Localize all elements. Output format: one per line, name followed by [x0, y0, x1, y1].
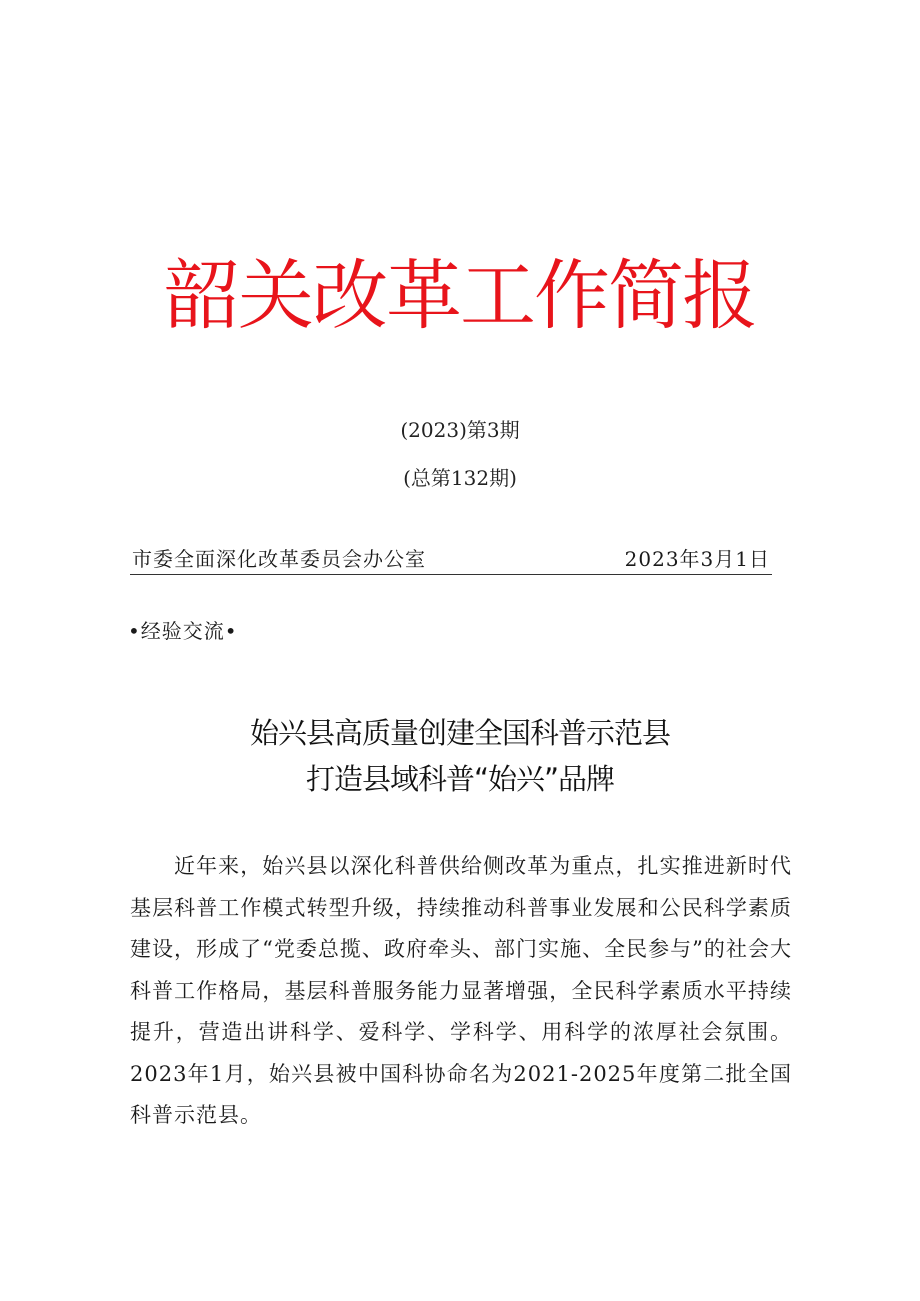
article-paragraph: 近年来，始兴县以深化科普供给侧改革为重点，扎实推进新时代基层科普工作模式转型升级，持续推动科普事业发展和公民科学素质建设，形成了“党委总揽、政府牵头、部门实施、全民参与”的社会大科普工作格局，基层科普服务能力显著增强，全民科学素质水平持续提升，营造出讲科学、爱科学、学科学、用科学的浓厚社会氛围。2023年1月，始兴县被中国科协命名为2021-2025年度第二批全国科普示范县。 [130, 854, 792, 1127]
article-title-line-2: 打造县域科普“始兴”品牌 [305, 762, 615, 796]
masthead-title: 韶关改革工作简报 [164, 251, 756, 340]
total-issue-number: (总第132期) [403, 466, 517, 490]
issue-date: 2023年3月1日 [624, 547, 770, 571]
issuing-office: 市委全面深化改革委员会办公室 [132, 547, 426, 571]
article-title-line-1: 始兴县高质量创建全国科普示范县 [249, 716, 670, 750]
issue-number: (2023)第3期 [400, 418, 520, 442]
section-tag: •经验交流• [128, 619, 238, 643]
dateline [130, 544, 772, 575]
